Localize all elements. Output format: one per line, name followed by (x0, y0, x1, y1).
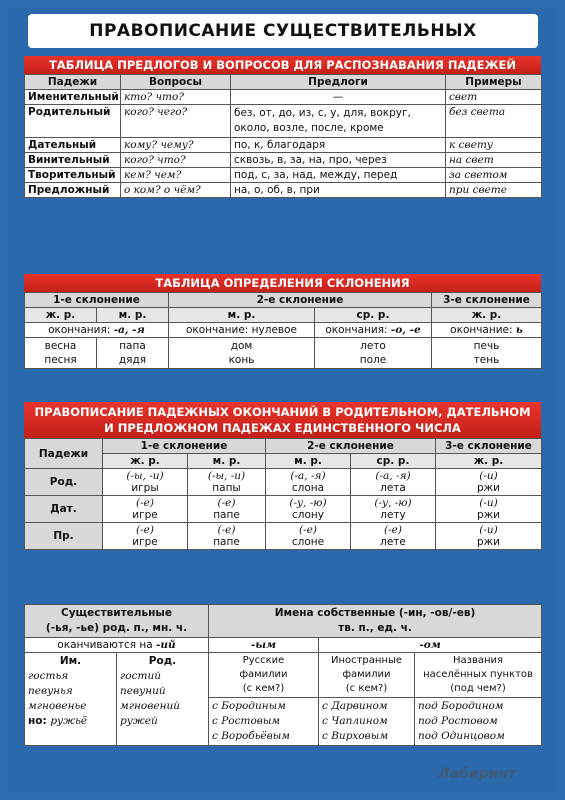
case-question: кого? чего? (121, 105, 231, 138)
case-prepositions: без, от, до, из, с, у, для, вокруг, около, возле, после, кроме (231, 105, 446, 138)
case-prepositions: — (231, 90, 446, 105)
declension-header: 1-е склонение (25, 293, 169, 308)
case-name: Предложный (25, 183, 121, 198)
gender-label: ж. р. (436, 454, 542, 469)
page-title: ПРАВОПИСАНИЕ СУЩЕСТВИТЕЛЬНЫХ (28, 14, 538, 48)
prepositions-table (24, 74, 542, 198)
ending-example: (-е) папе (188, 496, 266, 523)
col-header: Падежи (25, 75, 121, 90)
ending-cell: окончание: ь (432, 323, 542, 338)
genitive-column: Род. гостий певуний мгновений ружей (117, 653, 209, 746)
ending-example: (-е) игре (103, 523, 188, 550)
prepositions-table-section (24, 56, 541, 198)
foreign-surnames-header: Иностранные фамилии (с кем?) (319, 653, 415, 698)
table-row (25, 168, 542, 183)
gender-label: ж. р. (25, 308, 97, 323)
ending-example: (-е) лете (351, 523, 436, 550)
example-words: лето поле (315, 338, 432, 369)
gender-label: м. р. (188, 454, 266, 469)
declension-table-section (24, 274, 541, 369)
case-name: Творительный (25, 168, 121, 183)
section-header: ТАБЛИЦА ОПРЕДЕЛЕНИЯ СКЛОНЕНИЯ (24, 274, 541, 292)
group-header: Имена собственные (-ин, -ов/-ев) тв. п., ед. ч. (209, 605, 542, 638)
russian-surnames-header: Русские фамилии (с кем?) (209, 653, 319, 698)
case-abbrev: Род. (25, 469, 103, 496)
example-words: папа дядя (97, 338, 169, 369)
declension-table (24, 292, 542, 369)
table-row (25, 183, 542, 198)
ending-example: (-е) папе (188, 523, 266, 550)
case-prepositions: под, с, за, над, между, перед (231, 168, 446, 183)
declension-header: 2-е склонение (266, 439, 436, 454)
town-names-examples: под Бородином под Ростовом под Одинцовом (415, 698, 542, 746)
ending-cell: окончание: нулевое (169, 323, 315, 338)
ending-cell: оканчиваются на -ий (25, 638, 209, 653)
col-header: Вопросы (121, 75, 231, 90)
endings-table (24, 438, 542, 550)
table-row (25, 523, 542, 550)
example-words: дом конь (169, 338, 315, 369)
ending-example: (-и) ржи (436, 523, 542, 550)
example-words: весна песня (25, 338, 97, 369)
declension-header: 3-е склонение (432, 293, 542, 308)
section-header (24, 402, 541, 438)
ending-example: (-ы, -и) папы (188, 469, 266, 496)
special-cases-section (24, 604, 541, 746)
gender-label: ж. р. (103, 454, 188, 469)
table-row (25, 138, 542, 153)
case-name: Дательный (25, 138, 121, 153)
ending-example: (-и) ржи (436, 496, 542, 523)
table-row (25, 153, 542, 168)
ending-example: (-а, -я) слона (266, 469, 351, 496)
case-question: кого? что? (121, 153, 231, 168)
section-header-line: ПРАВОПИСАНИЕ ПАДЕЖНЫХ ОКОНЧАНИЙ В РОДИТЕЛЬНОМ, ДАТЕЛЬНОМ (34, 405, 531, 419)
section-header: ТАБЛИЦА ПРЕДЛОГОВ И ВОПРОСОВ ДЛЯ РАСПОЗНАВАНИЯ ПАДЕЖЕЙ (24, 56, 541, 74)
section-header-line: И ПРЕДЛОЖНОМ ПАДЕЖАХ ЕДИНСТВЕННОГО ЧИСЛА (104, 421, 461, 435)
gender-label: ср. р. (351, 454, 436, 469)
example-words: печь тень (432, 338, 542, 369)
case-name: Родительный (25, 105, 121, 138)
gender-label: м. р. (97, 308, 169, 323)
gender-label: ср. р. (315, 308, 432, 323)
declension-header: 1-е склонение (103, 439, 266, 454)
gender-label: ж. р. (432, 308, 542, 323)
ending-cell: -ым (209, 638, 319, 653)
table-row (25, 469, 542, 496)
ending-example: (-ы, -и) игры (103, 469, 188, 496)
table-row (25, 496, 542, 523)
col-header: Падежи (25, 439, 103, 469)
ending-example: (-а, -я) лета (351, 469, 436, 496)
case-question: о ком? о чём? (121, 183, 231, 198)
case-prepositions: на, о, об, в, при (231, 183, 446, 198)
town-names-header: Названия населённых пунктов (под чем?) (415, 653, 542, 698)
watermark-logo: Лабиринт (438, 766, 517, 782)
russian-surnames-examples: с Бородиным с Ростовым с Воробьёвым (209, 698, 319, 746)
case-prepositions: по, к, благодаря (231, 138, 446, 153)
case-example: свет (446, 90, 542, 105)
case-abbrev: Пр. (25, 523, 103, 550)
gender-label: м. р. (266, 454, 351, 469)
case-name: Винительный (25, 153, 121, 168)
declension-header: 2-е склонение (169, 293, 432, 308)
case-question: кем? чем? (121, 168, 231, 183)
ending-example: (-и) ржи (436, 469, 542, 496)
case-question: кому? чему? (121, 138, 231, 153)
table-row (25, 90, 542, 105)
ending-example: (-е) слоне (266, 523, 351, 550)
case-example: к свету (446, 138, 542, 153)
col-header: Предлоги (231, 75, 446, 90)
table-row (25, 105, 542, 138)
ending-cell: окончания: -а, -я (25, 323, 169, 338)
ending-cell: окончания: -о, -е (315, 323, 432, 338)
case-example: без света (446, 105, 542, 138)
case-example: при свете (446, 183, 542, 198)
case-example: на свет (446, 153, 542, 168)
declension-header: 3-е склонение (436, 439, 542, 454)
case-abbrev: Дат. (25, 496, 103, 523)
case-question: кто? что? (121, 90, 231, 105)
endings-table-section (24, 402, 541, 550)
ending-cell: -ом (319, 638, 542, 653)
group-header: Существительные (-ья, -ье) род. п., мн. ч. (25, 605, 209, 638)
case-prepositions: сквозь, в, за, на, про, через (231, 153, 446, 168)
nominative-column: Им. гостья певунья мгновенье но: ружьё (25, 653, 117, 746)
ending-example: (-у, -ю) лету (351, 496, 436, 523)
ending-example: (-е) игре (103, 496, 188, 523)
case-name: Именительный (25, 90, 121, 105)
ending-example: (-у, -ю) слону (266, 496, 351, 523)
case-example: за светом (446, 168, 542, 183)
gender-label: м. р. (169, 308, 315, 323)
poster (8, 8, 557, 792)
col-header: Примеры (446, 75, 542, 90)
foreign-surnames-examples: с Дарвином с Чаплином с Вирховым (319, 698, 415, 746)
special-cases-table (24, 604, 542, 746)
